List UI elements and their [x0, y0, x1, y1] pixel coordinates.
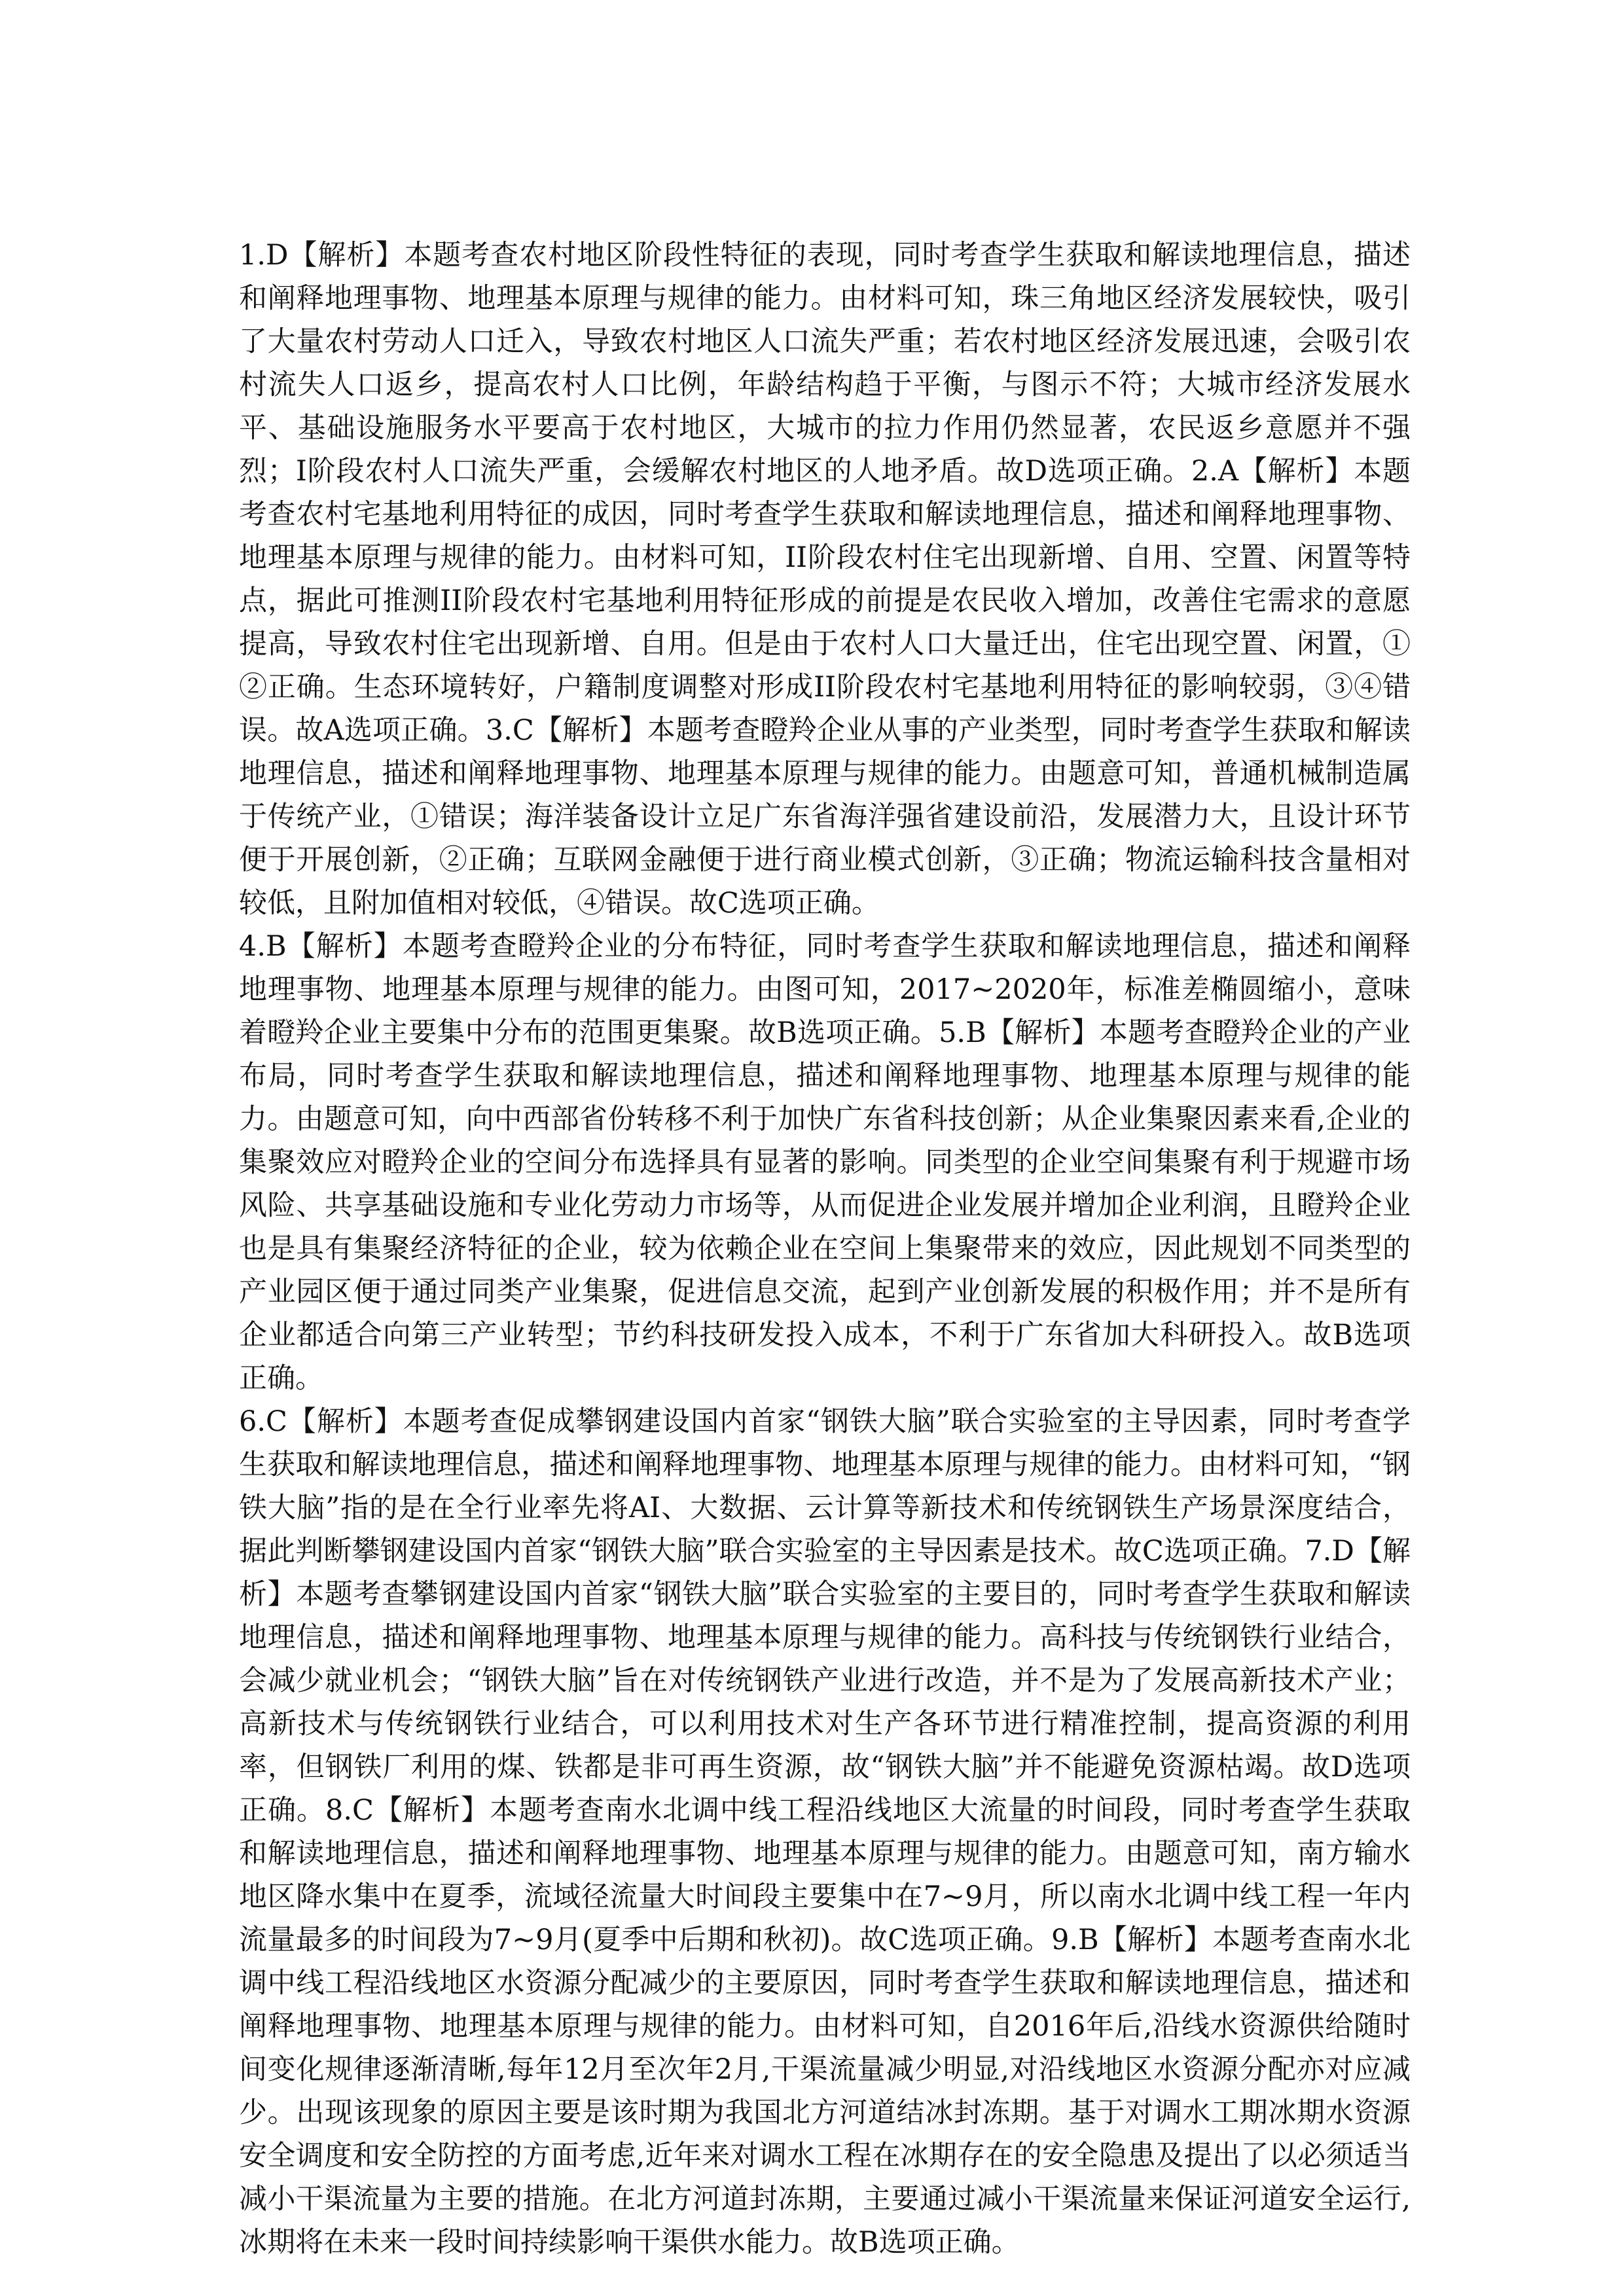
explanation-paragraph-6-9: 6.C【解析】本题考查促成攀钢建设国内首家“钢铁大脑”联合实验室的主导因素，同时考查学生获取和解读地理信息，描述和阐释地理事物、地理基本原理与规律的能力。由材料可知，“钢铁大脑”指的是在全行业率先将AI、大数据、云计算等新技术和传统钢铁生产场景深度结合，据此判断攀钢建设国内首家“钢铁大脑”联合实验室的主导因素是技术。故C选项正确。7.D【解析】本题考查攀钢建设国内首家“钢铁大脑”联合实验室的主要目的，同时考查学生获取和解读地理信息，描述和阐释地理事物、地理基本原理与规律的能力。高科技与传统钢铁行业结合，会减少就业机会；“钢铁大脑”旨在对传统钢铁产业进行改造，并不是为了发展高新技术产业；高新技术与传统钢铁行业结合，可以利用技术对生产各环节进行精准控制，提高资源的利用率，但钢铁厂利用的煤、铁都是非可再生资源，故“钢铁大脑”并不能避免资源枯竭。故D选项正确。8.C【解析】本题考查南水北调中线工程沿线地区大流量的时间段，同时考查学生获取和解读地理信息，描述和阐释地理事物、地理基本原理与规律的能力。由题意可知，南方输水地区降水集中在夏季，流域径流量大时间段主要集中在7~9月，所以南水北调中线工程一年内流量最多的时间段为7~9月(夏季中后期和秋初)。故C选项正确。9.B【解析】本题考查南水北调中线工程沿线地区水资源分配减少的主要原因，同时考查学生获取和解读地理信息，描述和阐释地理事物、地理基本原理与规律的能力。由材料可知，自2016年后,沿线水资源供给随时间变化规律逐渐清晰,每年12月至次年2月,干渠流量减少明显,对沿线地区水资源分配亦对应减少。出现该现象的原因主要是该时期为我国北方河道结冰封冻期。基于对调水工期冰期水资源安全调度和安全防控的方面考虑,近年来对调水工程在冰期存在的安全隐患及提出了以必须适当减小干渠流量为主要的措施。在北方河道封冻期，主要通过减小干渠流量来保证河道安全运行,冰期将在未来一段时间持续影响干渠供水能力。故B选项正确。 — [239, 1405, 1411, 2259]
explanation-paragraph-1-3: 1.D【解析】本题考查农村地区阶段性特征的表现，同时考查学生获取和解读地理信息，描述和阐释地理事物、地理基本原理与规律的能力。由材料可知，珠三角地区经济发展较快，吸引了大量农村劳动人口迁入，导致农村地区人口流失严重；若农村地区经济发展迅速，会吸引农村流失人口返乡，提高农村人口比例，年龄结构趋于平衡，与图示不符；大城市经济发展水平、基础设施服务水平要高于农村地区，大城市的拉力作用仍然显著，农民返乡意愿并不强烈；I阶段农村人口流失严重，会缓解农村地区的人地矛盾。故D选项正确。2.A【解析】本题考查农村宅基地利用特征的成因，同时考查学生获取和解读地理信息，描述和阐释地理事物、地理基本原理与规律的能力。由材料可知，II阶段农村住宅出现新增、自用、空置、闲置等特点，据此可推测II阶段农村宅基地利用特征形成的前提是农民收入增加，改善住宅需求的意愿提高，导致农村住宅出现新增、自用。但是由于农村人口大量迁出，住宅出现空置、闲置，①②正确。生态环境转好，户籍制度调整对形成II阶段农村宅基地利用特征的影响较弱，③④错误。故A选项正确。3.C【解析】本题考查瞪羚企业从事的产业类型，同时考查学生获取和解读地理信息，描述和阐释地理事物、地理基本原理与规律的能力。由题意可知，普通机械制造属于传统产业，①错误；海洋装备设计立足广东省海洋强省建设前沿，发展潜力大，且设计环节便于开展创新，②正确；互联网金融便于进行商业模式创新，③正确；物流运输科技含量相对较低，且附加值相对较低，④错误。故C选项正确。 — [239, 239, 1411, 920]
explanation-paragraph-4-5: 4.B【解析】本题考查瞪羚企业的分布特征，同时考查学生获取和解读地理信息，描述和阐释地理事物、地理基本原理与规律的能力。由图可知，2017~2020年，标准差椭圆缩小，意味着瞪羚企业主要集中分布的范围更集聚。故B选项正确。5.B【解析】本题考查瞪羚企业的产业布局，同时考查学生获取和解读地理信息，描述和阐释地理事物、地理基本原理与规律的能力。由题意可知，向中西部省份转移不利于加快广东省科技创新；从企业集聚因素来看,企业的集聚效应对瞪羚企业的空间分布选择具有显著的影响。同类型的企业空间集聚有利于规避市场风险、共享基础设施和专业化劳动力市场等，从而促进企业发展并增加企业利润，且瞪羚企业也是具有集聚经济特征的企业，较为依赖企业在空间上集聚带来的效应，因此规划不同类型的产业园区便于通过同类产业集聚，促进信息交流，起到产业创新发展的积极作用；并不是所有企业都适合向第三产业转型；节约科技研发投入成本，不利于广东省加大科研投入。故B选项正确。 — [239, 930, 1411, 1395]
answer-explanations — [239, 234, 1411, 2264]
